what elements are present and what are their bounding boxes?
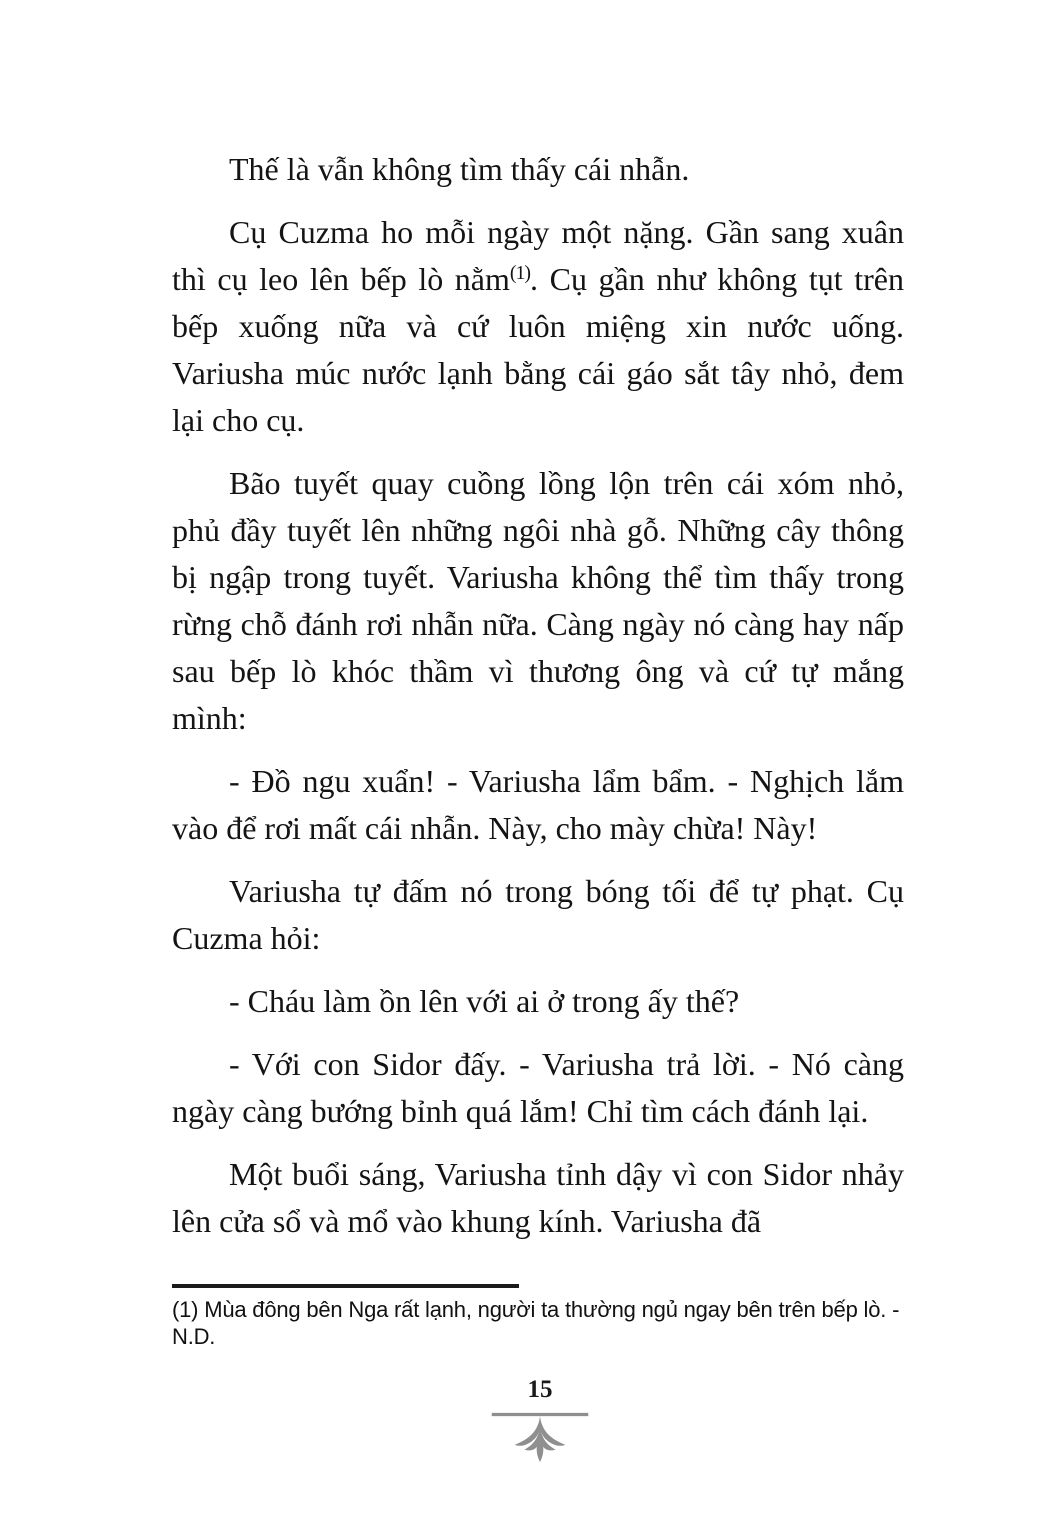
paragraph (172, 758, 904, 852)
body-text (172, 146, 904, 1245)
tailpiece-ornament (491, 1409, 589, 1465)
paragraph-text: . Cụ gần như không tụt trên bếp xuống nữa và cứ luôn miệng xin nước uống. Variusha múc nước lạnh bằng cái gáo sắt tây nhỏ, đem lại cho cụ. (172, 261, 905, 438)
paragraph-text: - Cháu làm ồn lên với ai ở trong ấy thế? (229, 983, 740, 1019)
ornament-bar (492, 1413, 589, 1416)
paragraph (172, 1151, 904, 1245)
paragraph (172, 146, 904, 193)
paragraph-text: Thế là vẫn không tìm thấy cái nhẫn. (229, 151, 690, 187)
paragraph-text: Cụ Cuzma ho mỗi ngày một nặng. Gần sang xuân thì cụ leo lên bếp lò nằm (172, 214, 904, 297)
paragraph (172, 209, 904, 444)
paragraph-text: - Đồ ngu xuẩn! - Variusha lẩm bẩm. - Nghịch lắm vào để rơi mất cái nhẫn. Này, cho mày chừa! Này! (172, 763, 904, 846)
paragraph-text: - Với con Sidor đấy. - Variusha trả lời. - Nó càng ngày càng bướng bỉnh quá lắm! Chỉ tìm cách đánh lại. (172, 1046, 904, 1129)
paragraph-text: Variusha tự đấm nó trong bóng tối để tự phạt. Cụ Cuzma hỏi: (172, 873, 904, 956)
paragraph (172, 978, 904, 1025)
paragraph (172, 460, 904, 742)
page-number: 15 (527, 1376, 553, 1403)
paragraph-text: Một buổi sáng, Variusha tỉnh dậy vì con Sidor nhảy lên cửa sổ và mổ vào khung kính. Variusha đã (172, 1156, 904, 1239)
footnote-marker: (1) (509, 262, 531, 285)
footnote-separator (172, 1284, 519, 1288)
footnote-text: (1) Mùa đông bên Nga rất lạnh, người ta thường ngủ ngay bên trên bếp lò. - N.D. (172, 1297, 900, 1349)
paragraph-text: Bão tuyết quay cuồng lồng lộn trên cái xóm nhỏ, phủ đầy tuyết lên những ngôi nhà gỗ. Những cây thông bị ngập trong tuyết. Variusha không thể tìm thấy trong rừng chỗ đánh rơi nhẫn nữa. Càng ngày nó càng hay nấp sau bếp lò khóc thầm vì thương ông và cứ tự mắng mình: (172, 465, 904, 736)
paragraph (172, 1041, 904, 1135)
paragraph (172, 868, 904, 962)
